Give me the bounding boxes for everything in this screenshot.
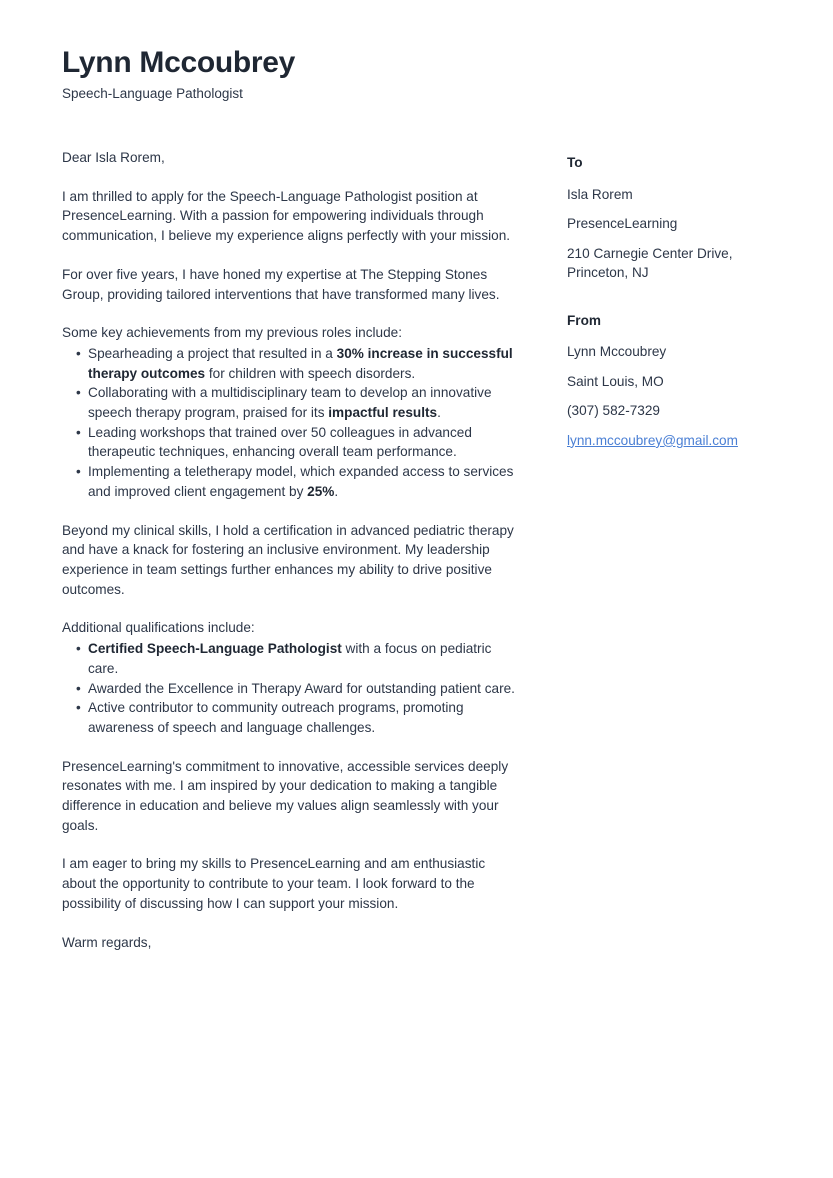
bullet-text-suffix: for children with speech disorders. (205, 365, 416, 381)
list-item (62, 383, 521, 422)
from-phone: (307) 582-7329 (567, 403, 660, 419)
list-item (62, 679, 521, 699)
bullet-text-bold: 25% (307, 483, 335, 499)
bullet-text-prefix: Implementing a teletherapy model, which expanded access to services and improved client engagement by (88, 464, 514, 499)
list-item (62, 698, 521, 737)
letter-contact-sidebar (567, 148, 771, 450)
to-company-name: PresenceLearning (567, 216, 678, 232)
letter-header (62, 46, 771, 102)
from-location: Saint Louis, MO (567, 373, 664, 389)
paragraph-intro: I am thrilled to apply for the Speech-Language Pathologist position at PresenceLearning. With a passion for empowering individuals through communication, I believe my experience aligns perfectly with your mission. (62, 188, 511, 244)
closing-line: Warm regards, (62, 934, 152, 950)
to-recipient-name: Isla Rorem (567, 186, 633, 202)
applicant-name: Lynn Mccoubrey (62, 46, 296, 79)
bullet-text-suffix: with a focus on pediatric care. (88, 641, 492, 676)
paragraph-company-fit: PresenceLearning's commitment to innovative, accessible services deeply resonates with me. I am inspired by your dedication to making a tangible difference in education and believe my values align seamlessly with your goals. (62, 758, 509, 833)
qualifications-intro: Additional qualifications include: (62, 620, 255, 636)
salutation: Dear Isla Rorem, (62, 150, 165, 166)
bullet-text-bold: Certified Speech-Language Pathologist (88, 641, 342, 657)
letter-body-columns (62, 148, 771, 971)
applicant-job-title: Speech-Language Pathologist (62, 85, 243, 101)
bullet-text-bold: impactful results (328, 405, 438, 421)
bullet-text-prefix: Collaborating with a multidisciplinary team to develop an innovative speech therapy program, praised for its (88, 385, 492, 421)
bullet-text-suffix: . (437, 405, 441, 421)
from-heading: From (567, 312, 601, 328)
bullet-text-suffix: . (334, 483, 339, 499)
bullet-text-prefix: Awarded the Excellence in Therapy Award for outstanding patient care. (88, 680, 515, 696)
to-heading: To (567, 155, 583, 171)
list-item (62, 423, 521, 462)
from-sender-name: Lynn Mccoubrey (567, 344, 667, 360)
list-item (62, 344, 521, 383)
paragraph-call-to-action: I am eager to bring my skills to PresenceLearning and am enthusiastic about the opportunity to contribute to your team. I look forward to the possibility of discussing how I can support your mission. (62, 856, 486, 911)
bullet-text-prefix: Leading workshops that trained over 50 colleagues in advanced therapeutic techniques, enhancing overall team performance. (88, 424, 472, 460)
to-address: 210 Carnegie Center Drive, Princeton, NJ (567, 245, 733, 281)
list-item (62, 462, 521, 501)
from-email-link[interactable]: lynn.mccoubrey@gmail.com (567, 432, 738, 448)
achievements-intro: Some key achievements from my previous roles include: (62, 325, 402, 341)
paragraph-skills: Beyond my clinical skills, I hold a certification in advanced pediatric therapy and have a knack for fostering an inclusive environment. My leadership experience in team settings further enhances my ability to drive positive outcomes. (62, 522, 514, 597)
letter-main-column (62, 148, 521, 971)
list-item (62, 639, 521, 678)
qualifications-list (62, 639, 521, 738)
bullet-text-prefix: Spearheading a project that resulted in a (88, 345, 337, 361)
paragraph-experience: For over five years, I have honed my expertise at The Stepping Stones Group, providing tailored interventions that have transformed many lives. (62, 266, 500, 302)
bullet-text-bold: 30% increase in successful therapy outcomes (88, 345, 513, 381)
bullet-text-prefix: Active contributor to community outreach programs, promoting awareness of speech and language challenges. (88, 700, 464, 735)
achievements-list (62, 344, 521, 502)
